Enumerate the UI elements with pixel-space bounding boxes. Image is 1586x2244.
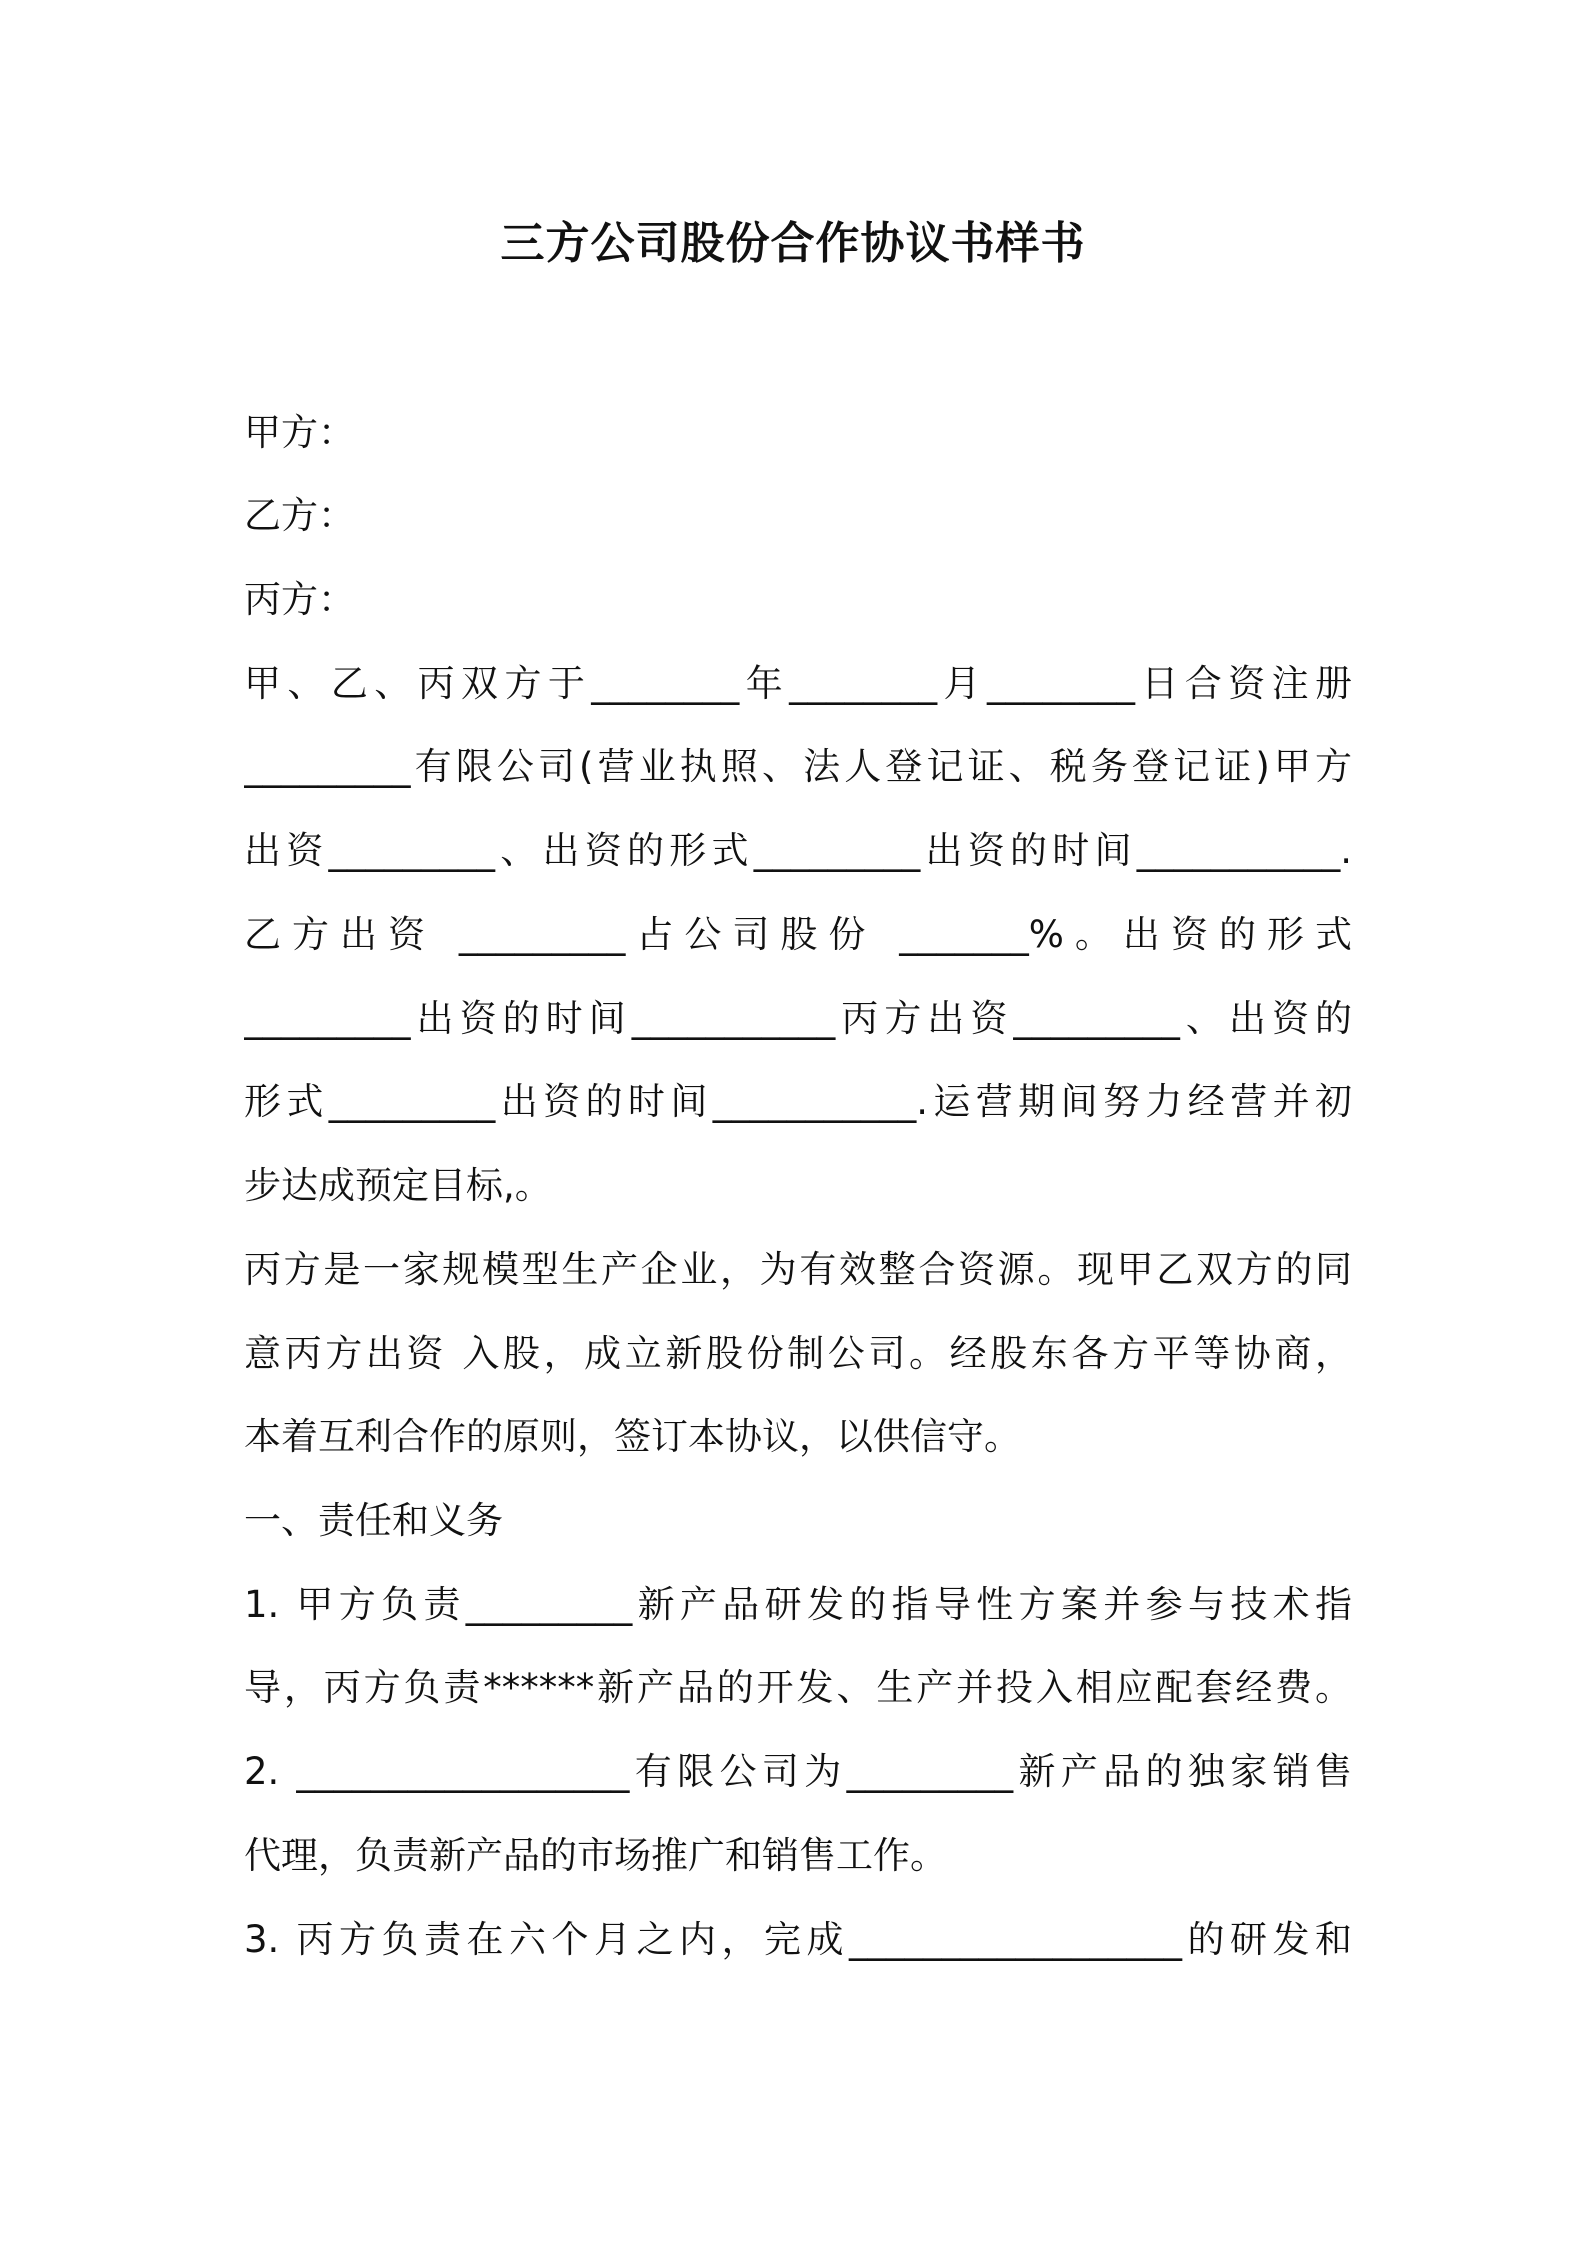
clause-line: 代理，负责新产品的市场推广和销售工作。 bbox=[244, 1834, 947, 1877]
section-heading: 一、责任和义务 bbox=[244, 1499, 503, 1542]
clause-line: 1. 甲方负责_________新产品研发的指导性方案并参与技术指 bbox=[244, 1583, 1352, 1626]
paragraph-line: 乙方出资 _________占公司股份 _______%。出资的形式 bbox=[244, 913, 1352, 956]
paragraph-line: 出资_________、出资的形式_________出资的时间___________. bbox=[244, 829, 1352, 872]
party-b-label: 乙方： bbox=[244, 494, 355, 537]
paragraph-line: 丙方是一家规模型生产企业，为有效整合资源。现甲乙双方的同 bbox=[244, 1248, 1352, 1291]
paragraph-line: 甲、乙、丙双方于________年________月________日合资注册 bbox=[244, 662, 1352, 705]
document-title: 三方公司股份合作协议书样书 bbox=[500, 218, 1086, 269]
clause-line: 2. __________________有限公司为_________新产品的独家销售 bbox=[244, 1750, 1352, 1793]
paragraph-line: 意丙方出资 入股，成立新股份制公司。经股东各方平等协商， bbox=[244, 1332, 1352, 1375]
paragraph-line: 步达成预定目标,。 bbox=[244, 1164, 552, 1207]
party-a-label: 甲方： bbox=[244, 411, 355, 454]
paragraph-line: _________出资的时间___________丙方出资_________、出资的 bbox=[244, 997, 1352, 1040]
party-c-label: 丙方： bbox=[244, 578, 355, 621]
paragraph-line: 形式_________出资的时间___________.运营期间努力经营并初 bbox=[244, 1080, 1352, 1123]
clause-line: 3. 丙方负责在六个月之内，完成__________________的研发和 bbox=[244, 1918, 1352, 1961]
clause-line: 导，丙方负责******新产品的开发、生产并投入相应配套经费。 bbox=[244, 1666, 1352, 1709]
paragraph-line: _________有限公司(营业执照、法人登记证、税务登记证)甲方 bbox=[244, 745, 1352, 788]
paragraph-line: 本着互利合作的原则，签订本协议，以供信守。 bbox=[244, 1415, 1021, 1458]
